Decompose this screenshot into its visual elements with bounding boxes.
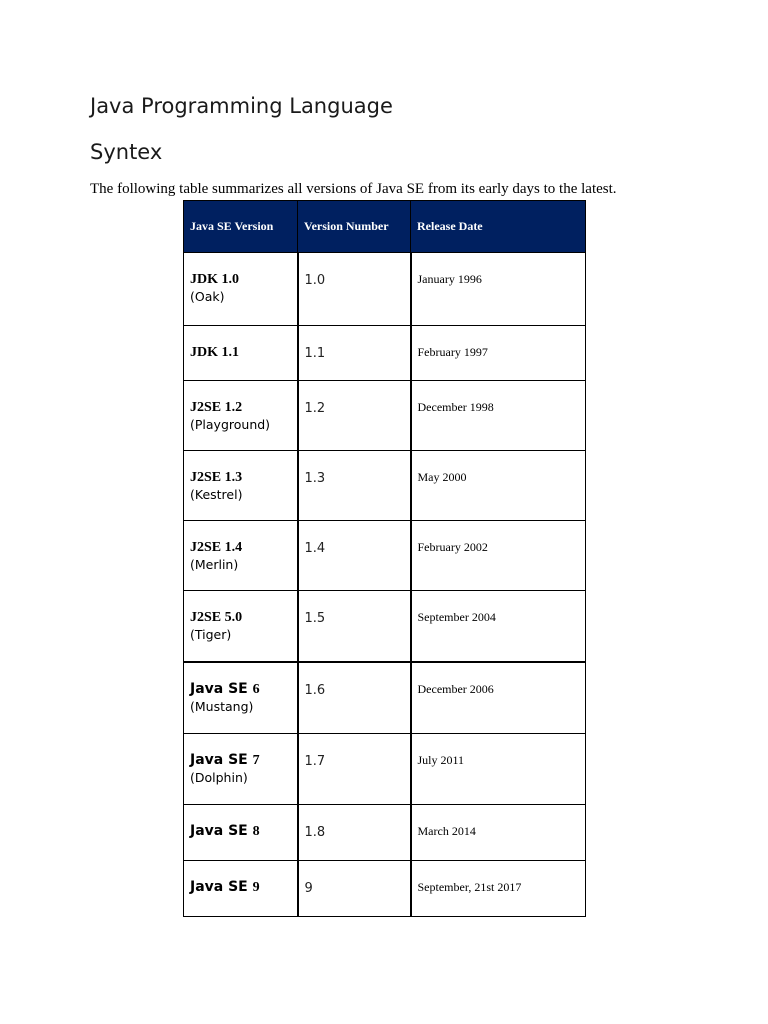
cell-version-number xyxy=(298,381,411,451)
version-name-number: 7 xyxy=(252,753,260,768)
version-name xyxy=(190,823,291,840)
version-number: 9 xyxy=(304,881,313,896)
cell-version-name xyxy=(184,805,298,861)
release-date: March 2014 xyxy=(417,824,476,838)
version-number: 1.2 xyxy=(304,401,326,416)
version-codename: (Dolphin) xyxy=(190,770,248,785)
table-row xyxy=(184,253,586,326)
cell-version-number xyxy=(298,326,411,381)
cell-release-date xyxy=(411,521,586,591)
intro-paragraph: The following table summarizes all versions of Java SE from its early days to the latest. xyxy=(90,181,617,197)
table-row xyxy=(184,451,586,521)
version-name-prefix: Java SE xyxy=(190,680,248,697)
cell-release-date xyxy=(411,734,586,805)
cell-version-number xyxy=(298,734,411,805)
cell-version-number xyxy=(298,451,411,521)
header-version-number: Version Number xyxy=(298,201,411,253)
release-date: December 2006 xyxy=(417,681,494,696)
release-date: January 1996 xyxy=(417,272,482,286)
page-title: Java Programming Language xyxy=(90,94,393,118)
version-name-number: 9 xyxy=(252,880,260,895)
table-row xyxy=(184,734,586,805)
release-date: February 1997 xyxy=(417,345,488,359)
cell-version-name xyxy=(184,591,298,662)
section-heading: Syntex xyxy=(90,140,163,164)
version-name: JDK 1.1 xyxy=(190,345,239,360)
version-codename: (Mustang) xyxy=(190,698,254,714)
table-row xyxy=(184,591,586,662)
version-number: 1.3 xyxy=(304,471,326,486)
version-name-number: 6 xyxy=(252,681,260,697)
version-number: 1.4 xyxy=(304,541,326,556)
version-name xyxy=(190,681,291,698)
table-row xyxy=(184,521,586,591)
cell-version-name xyxy=(184,521,298,591)
header-release-date: Release Date xyxy=(411,201,586,253)
version-codename: (Tiger) xyxy=(190,627,232,642)
version-codename: (Merlin) xyxy=(190,557,239,572)
cell-version-number xyxy=(298,591,411,662)
version-name-prefix: Java SE xyxy=(190,752,248,768)
cell-version-name xyxy=(184,253,298,326)
version-number: 1.5 xyxy=(304,611,326,626)
table-row xyxy=(184,326,586,381)
cell-version-number xyxy=(298,521,411,591)
version-codename: (Kestrel) xyxy=(190,487,243,502)
cell-version-name xyxy=(184,381,298,451)
version-name-prefix: Java SE xyxy=(190,823,248,839)
release-date: December 1998 xyxy=(417,400,494,414)
table-row xyxy=(184,861,586,917)
cell-release-date xyxy=(411,662,586,734)
header-java-se-version: Java SE Version xyxy=(184,201,298,253)
release-date: February 2002 xyxy=(417,540,488,554)
version-name: J2SE 1.4 xyxy=(190,540,243,555)
version-number: 1.6 xyxy=(304,682,326,698)
cell-version-name xyxy=(184,326,298,381)
cell-version-number xyxy=(298,861,411,917)
cell-release-date xyxy=(411,861,586,917)
table-row xyxy=(184,381,586,451)
version-name: J2SE 5.0 xyxy=(190,610,243,625)
cell-release-date xyxy=(411,591,586,662)
version-name xyxy=(190,879,291,896)
version-name xyxy=(190,752,291,769)
cell-release-date xyxy=(411,326,586,381)
version-name-prefix: Java SE xyxy=(190,879,248,895)
version-name: J2SE 1.2 xyxy=(190,400,243,415)
cell-version-name xyxy=(184,662,298,734)
version-name-number: 8 xyxy=(252,824,260,839)
version-number: 1.1 xyxy=(304,346,326,361)
version-number: 1.8 xyxy=(304,825,326,840)
cell-release-date xyxy=(411,805,586,861)
release-date: July 2011 xyxy=(417,753,465,767)
cell-release-date xyxy=(411,253,586,326)
version-number: 1.0 xyxy=(304,273,326,288)
table-row xyxy=(184,662,586,734)
cell-version-name xyxy=(184,451,298,521)
cell-version-number xyxy=(298,253,411,326)
version-name: JDK 1.0 xyxy=(190,272,239,287)
release-date: September, 21st 2017 xyxy=(417,880,522,894)
cell-release-date xyxy=(411,451,586,521)
cell-version-number xyxy=(298,662,411,734)
version-codename: (Playground) xyxy=(190,417,271,432)
table-header-row xyxy=(184,201,586,253)
release-date: May 2000 xyxy=(417,470,467,484)
cell-version-number xyxy=(298,805,411,861)
cell-version-name xyxy=(184,861,298,917)
table-body xyxy=(184,253,586,917)
release-date: September 2004 xyxy=(417,610,496,624)
java-versions-table xyxy=(183,200,586,917)
version-codename: (Oak) xyxy=(190,289,225,304)
table-row xyxy=(184,805,586,861)
cell-release-date xyxy=(411,381,586,451)
version-name: J2SE 1.3 xyxy=(190,470,243,485)
version-number: 1.7 xyxy=(304,754,326,769)
cell-version-name xyxy=(184,734,298,805)
